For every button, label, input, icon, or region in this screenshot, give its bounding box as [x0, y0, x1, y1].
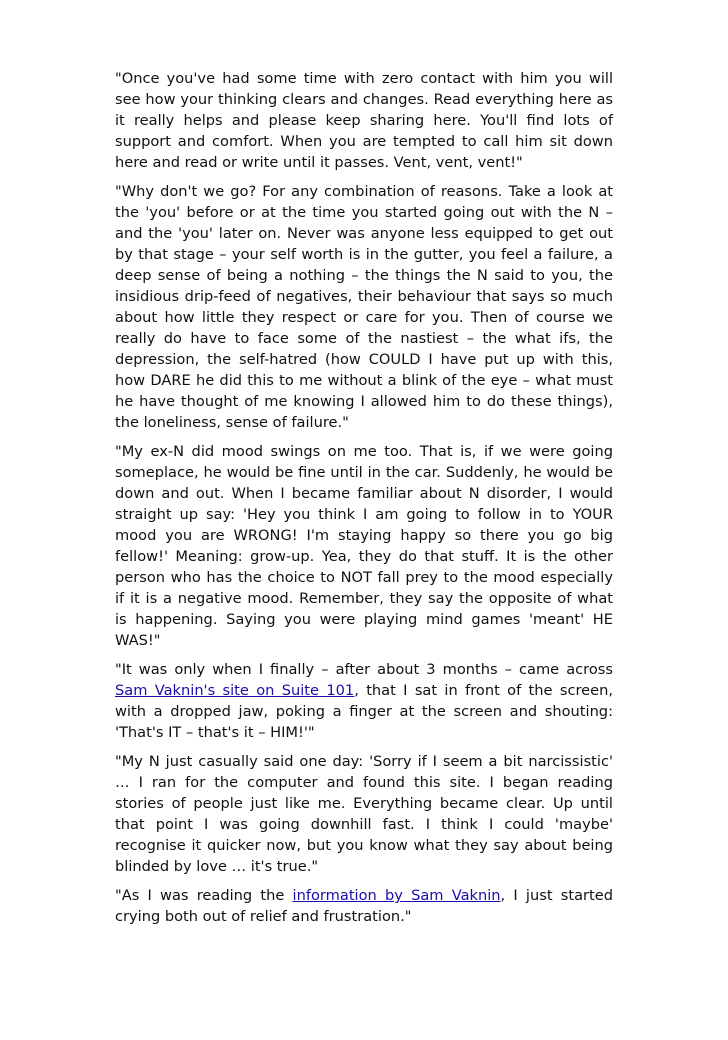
quote-text: , I just started crying both out of relief and frustration." [115, 887, 613, 925]
document-page [115, 68, 613, 935]
quote-text: , that I sat in front of the screen, with a dropped jaw, poking a finger at the screen and shouting: 'That's IT – that's it – HIM!'" [115, 682, 613, 741]
quote-paragraph-6 [115, 885, 613, 927]
vaknin-information-link[interactable]: information by Sam Vaknin [292, 887, 501, 904]
quote-paragraph-4 [115, 659, 613, 743]
quote-paragraph-3: "My ex-N did mood swings on me too. That is, if we were going someplace, he would be fine until in the car. Suddenly, he would be down and out. When I became familiar about N disorder, I would straight up say: 'Hey you think I am going to follow in to YOUR mood you are WRONG! I'm staying happy so there you go big fellow!' Meaning: grow-up. Yea, they do that stuff. It is the other person who has the choice to NOT fall prey to the mood especially if it is a negative mood. Remember, they say the opposite of what is happening. Saying you were playing mind games 'meant' HE WAS!" [115, 443, 613, 649]
quote-paragraph-1: "Once you've had some time with zero contact with him you will see how your thinking clears and changes. Read everything here as it really helps and please keep sharing here. You'll find lots of support and comfort. When you are tempted to call him sit down here and read or write until it passes. Vent, vent, vent!" [115, 70, 613, 171]
quote-text: "As I was reading the [115, 887, 293, 904]
quote-text: "It was only when I finally – after about 3 months – came across [115, 661, 613, 678]
quote-paragraph-5: "My N just casually said one day: 'Sorry if I seem a bit narcissistic' … I ran for the computer and found this site. I began reading stories of people just like me. Everything became clear. Up until that point I was going downhill fast. I think I could 'maybe' recognise it quicker now, but you know what they say about being blinded by love … it's true." [115, 753, 613, 875]
suite-101-link[interactable]: Sam Vaknin's site on Suite 101 [115, 682, 355, 699]
quote-paragraph-2: "Why don't we go? For any combination of reasons. Take a look at the 'you' before or at the time you started going out with the N – and the 'you' later on. Never was anyone less equipped to get out by that stage – your self worth is in the gutter, you feel a failure, a deep sense of being a nothing – the things the N said to you, the insidious drip-feed of negatives, their behaviour that says so much about how little they respect or care for you. Then of course we really do have to face some of the nastiest – the what ifs, the depression, the self-hatred (how COULD I have put up with this, how DARE he did this to me without a blink of the eye – what must he have thought of me knowing I allowed him to do these things), the loneliness, sense of failure." [115, 183, 613, 431]
